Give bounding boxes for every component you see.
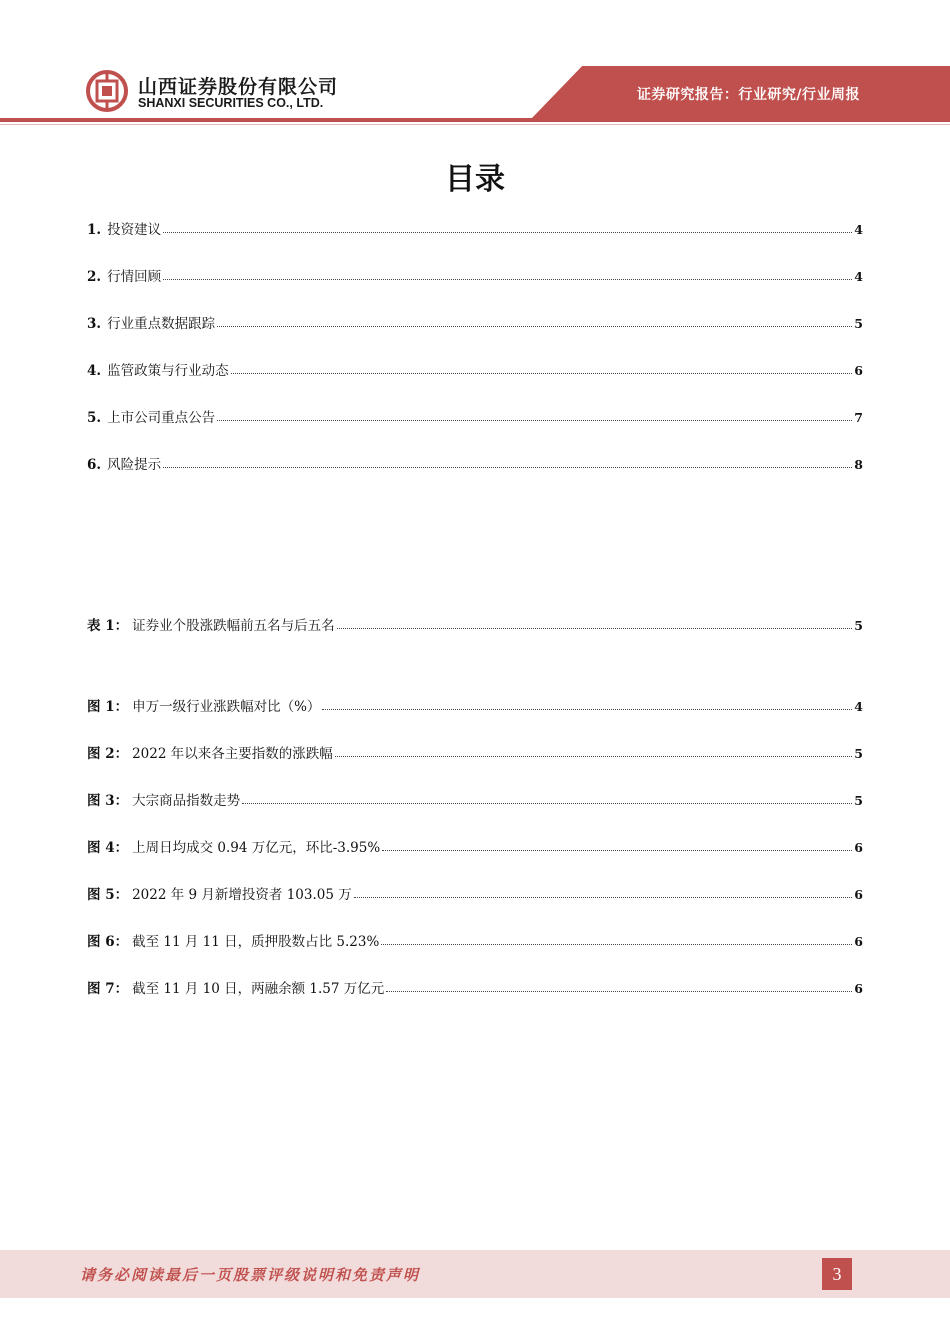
page-number: 3: [822, 1258, 852, 1290]
figure-entry-title: 大宗商品指数走势: [132, 793, 241, 809]
toc-entry-title: 上市公司重点公告: [107, 410, 216, 426]
dot-leader: [354, 896, 853, 898]
figure-entry-title: 上周日均成交 0.94 万亿元，环比-3.95%: [132, 840, 381, 856]
figure-entry-number: 图 4：: [87, 840, 129, 856]
figure-entry[interactable]: [87, 883, 863, 903]
dot-leader: [337, 627, 853, 629]
figure-entry-page: 5: [854, 746, 863, 761]
table-entry-number: 表 1：: [87, 618, 129, 634]
toc-entry[interactable]: [87, 218, 863, 238]
toc-entry-label: [87, 312, 215, 332]
figure-entry-number: 图 1：: [87, 699, 129, 715]
toc-entry-label: [87, 265, 161, 285]
dot-leader: [231, 372, 853, 374]
figure-entry-label: [87, 836, 380, 856]
figure-entry[interactable]: [87, 742, 863, 762]
dot-leader: [217, 325, 852, 327]
toc-entry-page: 6: [854, 363, 863, 378]
figure-entry-page: 6: [854, 887, 863, 902]
figure-entry-page: 5: [854, 793, 863, 808]
table-entry[interactable]: [87, 614, 863, 634]
figure-entry-label: [87, 695, 320, 715]
figure-entry[interactable]: [87, 695, 863, 715]
toc-entry-page: 5: [854, 316, 863, 331]
toc-entry-label: [87, 406, 215, 426]
toc-entry[interactable]: [87, 359, 863, 379]
figure-entry-title: 申万一级行业涨跌幅对比（%）: [132, 699, 321, 715]
dot-leader: [381, 943, 852, 945]
toc-entry-number: 5.: [87, 410, 102, 426]
toc-entry[interactable]: [87, 312, 863, 332]
toc-entry-number: 3.: [87, 316, 102, 332]
company-name-en: SHANXI SECURITIES CO., LTD.: [138, 96, 324, 110]
figure-entry-label: [87, 930, 379, 950]
figure-entry-label: [87, 977, 384, 997]
figure-entry-page: 6: [854, 934, 863, 949]
table-entry-label: [87, 614, 335, 634]
shanxi-securities-logo-icon: [86, 70, 128, 112]
toc-entry[interactable]: [87, 265, 863, 285]
toc-entry-label: [87, 453, 161, 473]
toc-entry-number: 6.: [87, 457, 102, 473]
dot-leader: [322, 708, 852, 710]
figure-entry-label: [87, 742, 333, 762]
toc-entry-title: 投资建议: [107, 222, 162, 238]
toc-entry-title: 行业重点数据跟踪: [107, 316, 216, 332]
toc-entry-title: 风险提示: [107, 457, 162, 473]
figure-entry-label: [87, 789, 240, 809]
table-entry-page: 5: [854, 618, 863, 633]
header-divider-thin: [0, 124, 950, 125]
figure-entry-title: 2022 年以来各主要指数的涨跌幅: [132, 746, 333, 762]
figure-entry-title: 2022 年 9 月新增投资者 103.05 万: [132, 887, 352, 903]
toc-entry-label: [87, 218, 161, 238]
toc-entry-page: 8: [854, 457, 863, 472]
page-title: 目录: [445, 162, 505, 197]
page-header: [0, 0, 950, 130]
figure-entry-title: 截至 11 月 11 日，质押股数占比 5.23%: [132, 934, 380, 950]
company-name-cn: 山西证券股份有限公司: [138, 76, 339, 98]
figure-entry-page: 4: [854, 699, 863, 714]
toc-entry[interactable]: [87, 453, 863, 473]
toc-entry[interactable]: [87, 406, 863, 426]
figure-entry[interactable]: [87, 836, 863, 856]
toc-entry-number: 4.: [87, 363, 102, 379]
figure-entry-number: 图 7：: [87, 981, 129, 997]
footer-disclaimer: 请务必阅读最后一页股票评级说明和免责声明: [80, 1266, 421, 1284]
figure-entry[interactable]: [87, 977, 863, 997]
toc-entry-label: [87, 359, 229, 379]
dot-leader: [382, 849, 852, 851]
figure-entry[interactable]: [87, 789, 863, 809]
dot-leader: [386, 990, 852, 992]
figure-entry-page: 6: [854, 840, 863, 855]
toc-entry-number: 2.: [87, 269, 102, 285]
header-divider: [0, 118, 950, 122]
figure-entry-page: 6: [854, 981, 863, 996]
figure-entry-title: 截至 11 月 10 日，两融余额 1.57 万亿元: [132, 981, 385, 997]
table-entry-title: 证券业个股涨跌幅前五名与后五名: [132, 618, 335, 634]
dot-leader: [163, 278, 852, 280]
dot-leader: [242, 802, 852, 804]
dot-leader: [163, 466, 852, 468]
toc-entry-number: 1.: [87, 222, 102, 238]
toc-entry-title: 行情回顾: [107, 269, 162, 285]
dot-leader: [163, 231, 852, 233]
figure-entry-label: [87, 883, 352, 903]
toc-entry-page: 7: [854, 410, 863, 425]
report-type: 证券研究报告：行业研究/行业周报: [636, 87, 860, 103]
toc-entry-page: 4: [854, 222, 863, 237]
figure-entry-number: 图 6：: [87, 934, 129, 950]
figure-entry-number: 图 3：: [87, 793, 129, 809]
dot-leader: [217, 419, 852, 421]
toc-entry-page: 4: [854, 269, 863, 284]
toc-entry-title: 监管政策与行业动态: [107, 363, 229, 379]
figure-entry-number: 图 5：: [87, 887, 129, 903]
dot-leader: [335, 755, 853, 757]
figure-entry[interactable]: [87, 930, 863, 950]
figure-entry-number: 图 2：: [87, 746, 129, 762]
